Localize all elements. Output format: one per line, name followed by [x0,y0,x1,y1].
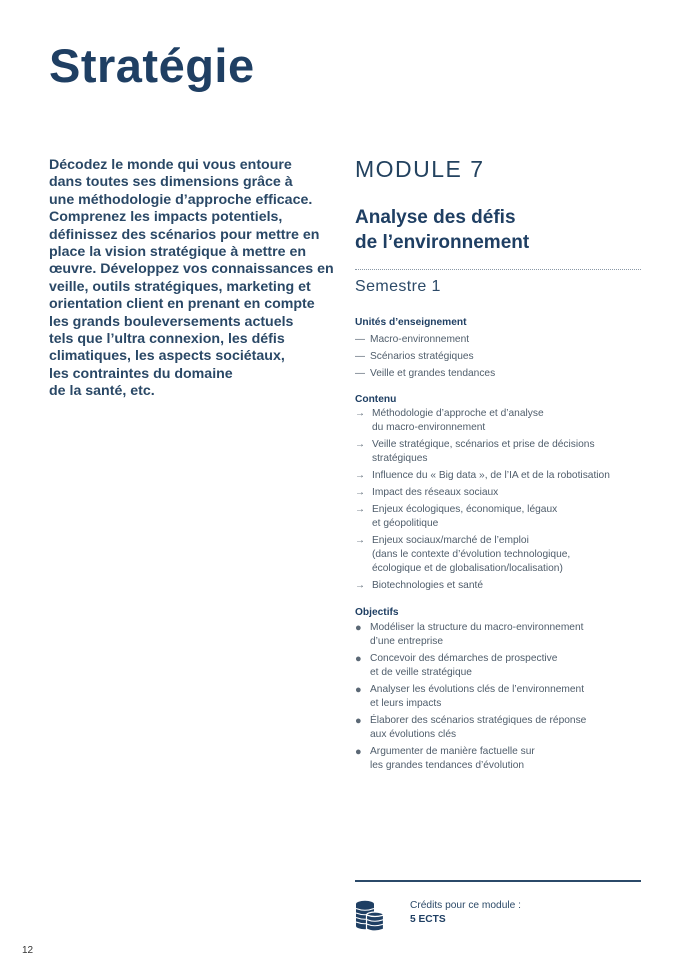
list-item-line: (dans le contexte d’évolution technologique, [372,549,571,561]
content-heading: Contenu [355,394,397,406]
footer-divider [355,880,641,882]
intro-line: dans toutes ses dimensions grâce à [49,174,293,191]
list-item [355,486,645,500]
arrow-right-icon: → [355,408,365,420]
content-list [355,407,645,593]
list-item-line: Analyser les évolutions clés de l’environnement [370,684,585,696]
intro-line: place la vision stratégique à mettre en [49,244,307,261]
bullet-icon: ● [355,715,362,728]
list-item-line: Modéliser la structure du macro-environnement [370,622,584,634]
list-item [355,438,645,466]
intro-line: les contraintes du domaine [49,365,233,382]
intro-line: orientation client en prenant en compte [49,296,315,313]
list-item [355,503,645,531]
intro-line: œuvre. Développez vos connaissances en [49,261,334,278]
list-item [355,652,645,680]
module-label: MODULE 7 [355,156,485,182]
bullet-icon: ● [355,622,362,635]
dash-icon: — [355,368,365,380]
coins-icon [355,899,385,933]
list-item [355,714,645,742]
list-item-line: Enjeux sociaux/marché de l’emploi [372,535,529,547]
list-item-line: les grandes tendances d’évolution [370,760,525,772]
list-item-line: Impact des réseaux sociaux [372,487,499,499]
list-item [355,367,645,381]
intro-line: définissez des scénarios pour mettre en [49,226,320,243]
intro-line: Décodez le monde qui vous entoure [49,157,292,173]
arrow-right-icon: → [355,470,365,482]
list-item-line: Élaborer des scénarios stratégiques de réponse [370,715,587,727]
module-title-line: de l’environnement [355,232,530,253]
list-item [355,621,645,649]
list-item-line: et de veille stratégique [370,667,472,679]
arrow-right-icon: → [355,504,365,516]
list-item-text: Veille et grandes tendances [370,368,496,380]
intro-line: tels que l’ultra connexion, les défis [49,331,285,348]
intro-line: de la santé, etc. [49,383,155,400]
units-heading: Unités d’enseignement [355,317,467,328]
bullet-icon: ● [355,653,362,666]
list-item-line: Concevoir des démarches de prospective [370,653,558,665]
list-item-line: Enjeux écologiques, économique, légaux [372,504,558,516]
credits-label: Crédits pour ce module : [410,900,521,911]
list-item [355,333,645,347]
intro-line: climatiques, les aspects sociétaux, [49,348,285,365]
objectives-heading: Objectifs [355,607,399,619]
list-item-line: Méthodologie d’approche et d’analyse [372,408,544,420]
bullet-icon: ● [355,684,362,697]
intro-paragraph [49,157,334,401]
arrow-right-icon: → [355,535,365,547]
list-item-line: aux évolutions clés [370,729,457,741]
dotted-divider [355,269,641,270]
list-item-line: écologique et de globalisation/localisation) [372,563,563,575]
bullet-icon: ● [355,746,362,759]
list-item-line: Biotechnologies et santé [372,580,484,592]
list-item-text: Scénarios stratégiques [370,351,474,363]
list-item [355,469,645,483]
list-item-line: d’une entreprise [370,636,444,648]
list-item [355,683,645,711]
credits-value: 5 ECTS [410,914,446,925]
intro-line: veille, outils stratégiques, marketing et [49,278,311,295]
module-title [355,205,645,255]
list-item [355,745,645,773]
list-item-text: Macro-environnement [370,334,470,345]
list-item-line: et leurs impacts [370,698,442,710]
intro-line: les grands bouleversements actuels [49,313,294,330]
list-item [355,350,645,364]
semester-label: Semestre 1 [355,278,441,295]
objectives-list [355,621,645,773]
list-item-line: Argumenter de manière factuelle sur [370,746,535,758]
list-item-line: du macro-environnement [372,422,486,434]
list-item [355,534,645,576]
dash-icon: — [355,351,365,363]
list-item-line: stratégiques [372,453,428,465]
module-column [355,155,645,773]
module-title-line: Analyse des défis [355,207,516,228]
list-item [355,407,645,435]
page-title: Stratégie [49,39,255,92]
intro-line: Comprenez les impacts potentiels, [49,209,283,226]
intro-line: une méthodologie d’approche efficace. [49,191,313,208]
units-list [355,333,645,381]
arrow-right-icon: → [355,580,365,592]
list-item-line: Influence du « Big data », de l’IA et de la robotisation [372,470,610,482]
list-item [355,579,645,593]
list-item-line: et géopolitique [372,518,439,530]
arrow-right-icon: → [355,487,365,499]
credits-block [410,899,521,927]
arrow-right-icon: → [355,439,365,451]
page-number: 12 [22,945,34,956]
list-item-line: Veille stratégique, scénarios et prise de décisions [372,439,595,451]
dash-icon: — [355,334,365,345]
